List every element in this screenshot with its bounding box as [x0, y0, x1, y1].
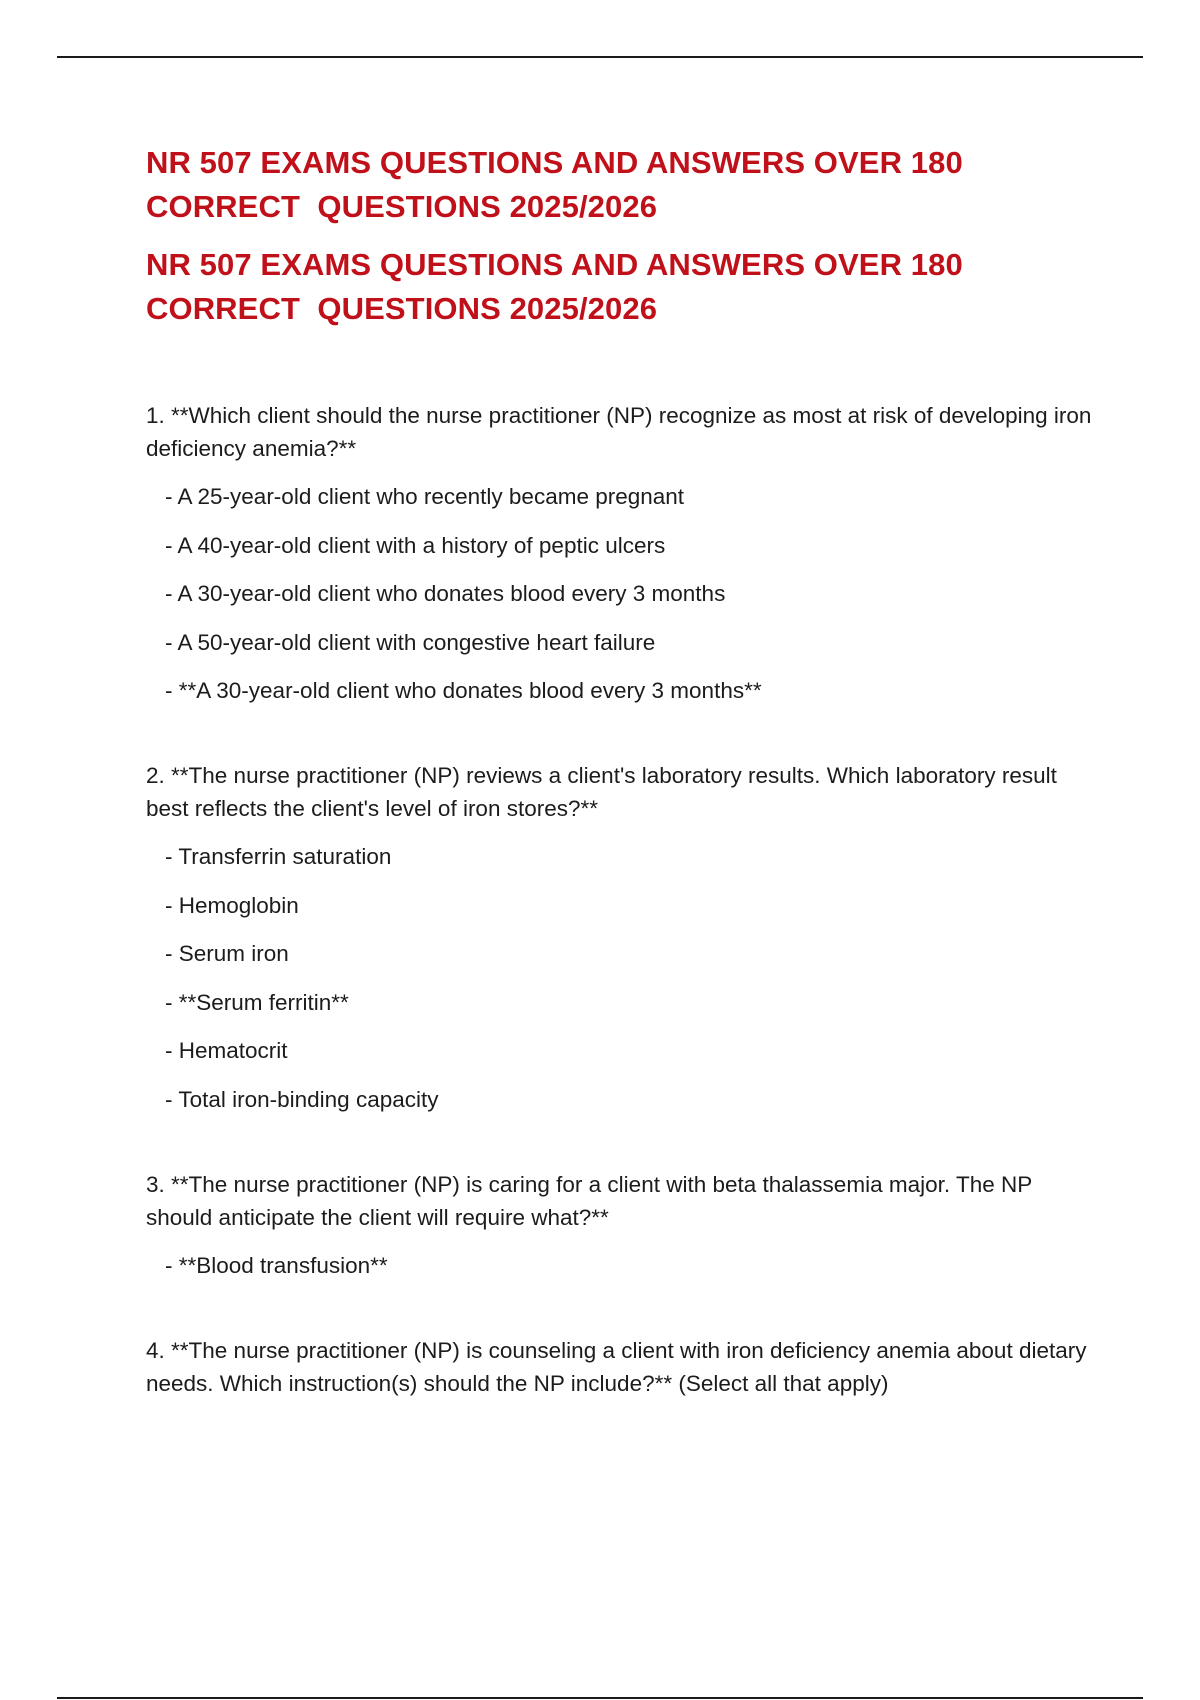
answer-options [146, 841, 1096, 1116]
correct-answer: - **A 30-year-old client who donates blood every 3 months** [165, 678, 762, 703]
correct-answer: - **Serum ferritin** [165, 989, 349, 1015]
answer-options [146, 1250, 1096, 1282]
correct-answer: - **Blood transfusion** [165, 1252, 388, 1278]
bottom-rule [57, 1697, 1143, 1699]
question-text: 1. **Which client should the nurse practitioner (NP) recognize as most at risk of developing iron deficiency anemia?** [146, 403, 1092, 461]
answer-option: - Transferrin saturation [165, 844, 392, 869]
question-3 [146, 1168, 1096, 1282]
question-text: 2. **The nurse practitioner (NP) reviews a client's laboratory results. Which laboratory result best reflects the client's level of iron stores?** [146, 763, 1057, 821]
answer-option: - Serum iron [165, 941, 289, 966]
answer-option: - Hematocrit [165, 1038, 288, 1063]
question-text: 4. **The nurse practitioner (NP) is counseling a client with iron deficiency anemia about dietary needs. Which instruction(s) should the NP include?** (Select all that apply) [146, 1337, 1087, 1396]
answer-option: - A 50-year-old client with congestive heart failure [165, 629, 656, 655]
top-rule [57, 56, 1143, 58]
document-body [146, 141, 1096, 1400]
question-text: 3. **The nurse practitioner (NP) is caring for a client with beta thalassemia major. The NP should anticipate the client will require what?** [146, 1171, 1032, 1230]
question-2 [146, 759, 1096, 1116]
question-1 [146, 399, 1096, 707]
question-4 [146, 1334, 1096, 1400]
answer-option: - A 25-year-old client who recently became pregnant [165, 484, 685, 509]
answer-option: - Hemoglobin [165, 892, 299, 918]
answer-options [146, 481, 1096, 707]
answer-option: - A 30-year-old client who donates blood every 3 months [165, 581, 726, 606]
answer-option: - Total iron-binding capacity [165, 1086, 439, 1112]
answer-option: - A 40-year-old client with a history of peptic ulcers [165, 532, 666, 558]
document-title-repeat: NR 507 EXAMS QUESTIONS AND ANSWERS OVER 180 CORRECT QUESTIONS 2025/2026 [146, 247, 963, 326]
question-list [146, 399, 1096, 1400]
document-title: NR 507 EXAMS QUESTIONS AND ANSWERS OVER 180 CORRECT QUESTIONS 2025/2026 [146, 145, 963, 224]
